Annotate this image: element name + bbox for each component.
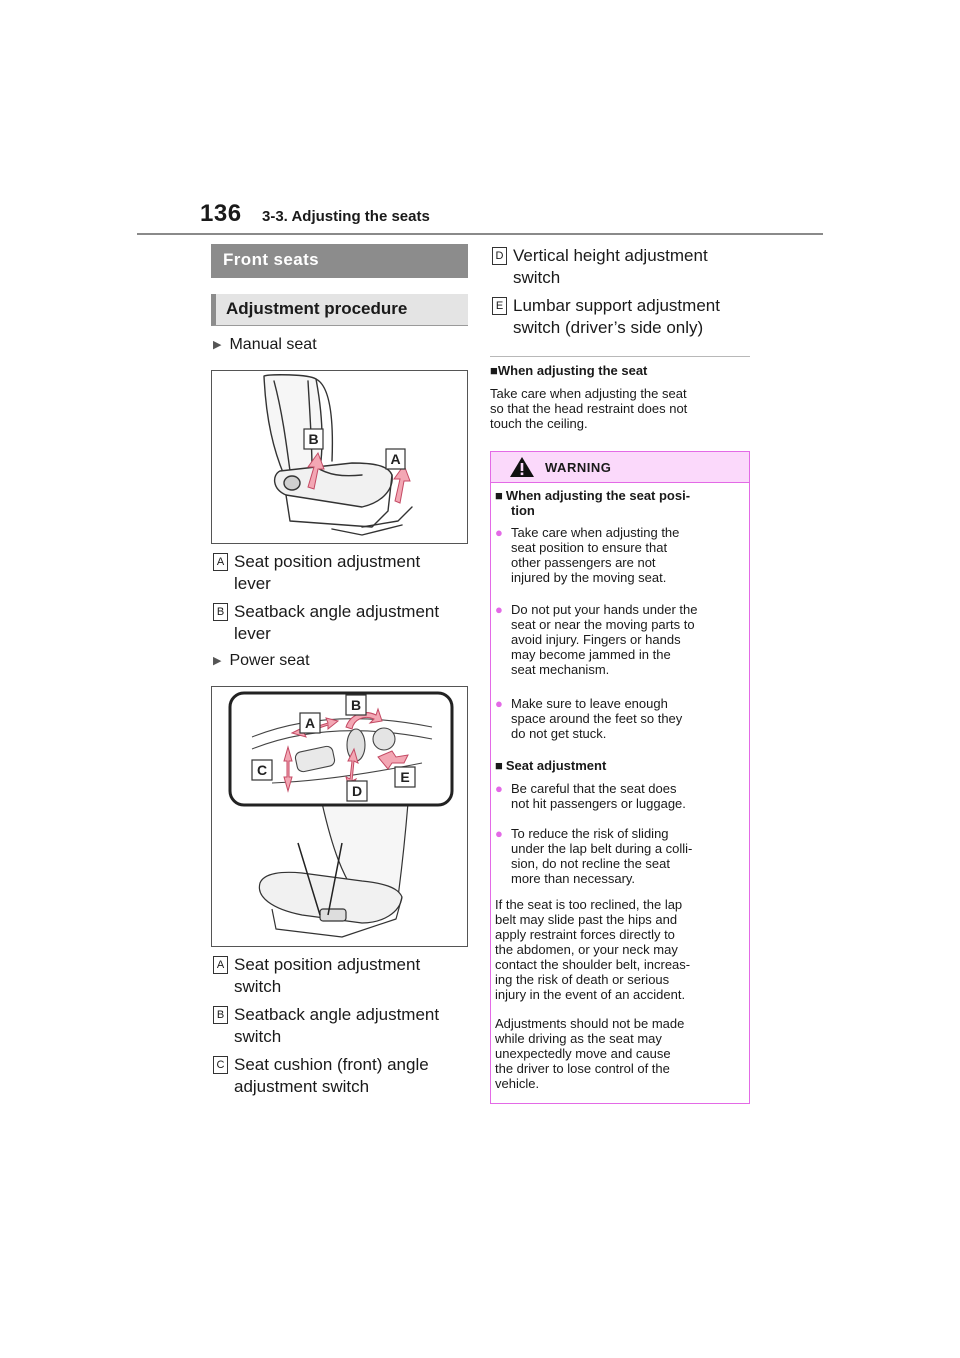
bullet-line: Take care when adjusting the <box>511 525 680 540</box>
item-line: Seat position adjustment <box>234 552 421 571</box>
bullet-dot-icon: ● <box>495 525 503 540</box>
front-seats-heading <box>211 244 468 278</box>
adjustment-procedure-title: Adjustment procedure <box>226 299 408 318</box>
triangle-bullet-icon: ▶ <box>213 339 222 351</box>
warning-paragraph <box>495 1016 745 1091</box>
bullet-line: may become jammed in the <box>511 647 671 662</box>
power-seat-heading <box>213 652 310 670</box>
letter-box: C <box>213 1056 228 1074</box>
para-line: Adjustments should not be made <box>495 1016 685 1031</box>
item-line: switch <box>234 1027 282 1046</box>
figure-label-d: D <box>351 783 363 799</box>
warning-paragraph <box>495 897 745 1002</box>
adjustment-procedure-heading <box>211 294 468 326</box>
note-line: so that the head restraint does not <box>490 401 688 416</box>
section-title: 3-3. Adjusting the seats <box>262 208 430 225</box>
power-item-c <box>213 1054 473 1100</box>
note-line: touch the ceiling. <box>490 416 588 431</box>
letter-box: A <box>213 956 228 974</box>
bullet-line: seat mechanism. <box>511 662 610 677</box>
bullet-line: injured by the moving seat. <box>511 570 667 585</box>
para-line: ing the risk of death or serious <box>495 972 670 987</box>
item-line: switch <box>234 977 282 996</box>
letter-box: D <box>492 247 507 265</box>
manual-item-b <box>213 601 473 647</box>
warning-bullet <box>495 696 743 741</box>
bullet-line: seat or near the moving parts to <box>511 617 695 632</box>
note-heading <box>490 363 647 378</box>
power-seat-figure <box>211 686 468 947</box>
square-bullet-icon: ■ <box>495 758 503 773</box>
warning-box <box>490 451 750 1104</box>
power-item-d <box>492 245 762 291</box>
letter-box: A <box>213 553 228 571</box>
manual-seat-illustration <box>212 371 467 543</box>
para-line: injury in the event of an accident. <box>495 987 686 1002</box>
figure-label-b: B <box>308 431 319 447</box>
item-line: Seat cushion (front) angle <box>234 1055 429 1074</box>
warning-section-heading <box>495 488 690 518</box>
item-line: Seatback angle adjustment <box>234 602 440 621</box>
manual-seat-figure <box>211 370 468 544</box>
para-line: belt may slide past the hips and <box>495 912 678 927</box>
figure-label-b: B <box>350 697 362 713</box>
triangle-bullet-icon: ▶ <box>213 655 222 667</box>
bullet-line: under the lap belt during a colli- <box>511 841 693 856</box>
warning-bullet <box>495 781 743 811</box>
manual-seat-heading <box>213 336 317 354</box>
bullet-line: not hit passengers or luggage. <box>511 796 686 811</box>
item-line: adjustment switch <box>234 1077 370 1096</box>
item-line: Lumbar support adjustment <box>513 296 720 315</box>
bullet-line: Make sure to leave enough <box>511 696 668 711</box>
bullet-dot-icon: ● <box>495 826 503 841</box>
bullet-line: more than necessary. <box>511 871 636 886</box>
front-seats-title: Front seats <box>223 250 320 269</box>
square-bullet-icon: ■ <box>490 363 498 378</box>
para-line: contact the shoulder belt, increas- <box>495 957 691 972</box>
bullet-line: seat position to ensure that <box>511 540 668 555</box>
bullet-dot-icon: ● <box>495 696 503 711</box>
warning-heading-line: When adjusting the seat posi- <box>505 488 691 503</box>
bullet-line: space around the feet so they <box>511 711 683 726</box>
manual-seat-label: Manual seat <box>229 336 317 353</box>
para-line: vehicle. <box>495 1076 540 1091</box>
bullet-dot-icon: ● <box>495 781 503 796</box>
letter-box: B <box>213 603 228 621</box>
item-line: lever <box>234 574 271 593</box>
para-line: the abdomen, or your neck may <box>495 942 678 957</box>
power-seat-label: Power seat <box>229 652 310 669</box>
power-item-e <box>492 295 762 341</box>
bullet-dot-icon: ● <box>495 602 503 617</box>
warning-title: WARNING <box>545 460 612 475</box>
para-line: while driving as the seat may <box>495 1031 662 1046</box>
power-item-b <box>213 1004 473 1050</box>
figure-label-a: A <box>304 715 316 731</box>
warning-heading-line: Seat adjustment <box>505 758 607 773</box>
manual-item-a <box>213 551 473 597</box>
page-number: 136 <box>200 200 242 227</box>
bullet-line: Be careful that the seat does <box>511 781 677 796</box>
bullet-line: sion, do not recline the seat <box>511 856 670 871</box>
power-seat-illustration <box>212 687 467 946</box>
divider <box>490 356 750 357</box>
warning-triangle-icon <box>509 456 535 478</box>
para-line: unexpectedly move and cause <box>495 1046 671 1061</box>
note-line: Take care when adjusting the seat <box>490 386 687 401</box>
item-line: Seatback angle adjustment <box>234 1005 440 1024</box>
header-rule <box>137 233 823 235</box>
figure-label-e: E <box>400 769 410 785</box>
para-line: apply restraint forces directly to <box>495 927 675 942</box>
figure-label-c: C <box>256 762 268 778</box>
para-line: If the seat is too reclined, the lap <box>495 897 683 912</box>
warning-header <box>491 452 749 483</box>
note-body <box>490 386 750 431</box>
warning-bullet <box>495 826 743 886</box>
square-bullet-icon: ■ <box>495 488 503 503</box>
warning-heading-line: tion <box>511 503 535 518</box>
bullet-line: Do not put your hands under the <box>511 602 698 617</box>
bullet-line: do not get stuck. <box>511 726 607 741</box>
warning-bullet <box>495 602 743 677</box>
bullet-line: other passengers are not <box>511 555 656 570</box>
warning-section-heading <box>495 758 606 773</box>
bullet-line: To reduce the risk of sliding <box>511 826 669 841</box>
item-line: switch (driver’s side only) <box>513 318 704 337</box>
note-heading-text: When adjusting the seat <box>497 363 648 378</box>
item-line: lever <box>234 624 271 643</box>
item-line: switch <box>513 268 561 287</box>
item-line: Vertical height adjustment <box>513 246 708 265</box>
para-line: the driver to lose control of the <box>495 1061 670 1076</box>
letter-box: E <box>492 297 507 315</box>
warning-bullet <box>495 525 743 585</box>
letter-box: B <box>213 1006 228 1024</box>
bullet-line: avoid injury. Fingers or hands <box>511 632 681 647</box>
item-line: Seat position adjustment <box>234 955 421 974</box>
power-item-a <box>213 954 473 1000</box>
figure-label-a: A <box>390 451 401 467</box>
